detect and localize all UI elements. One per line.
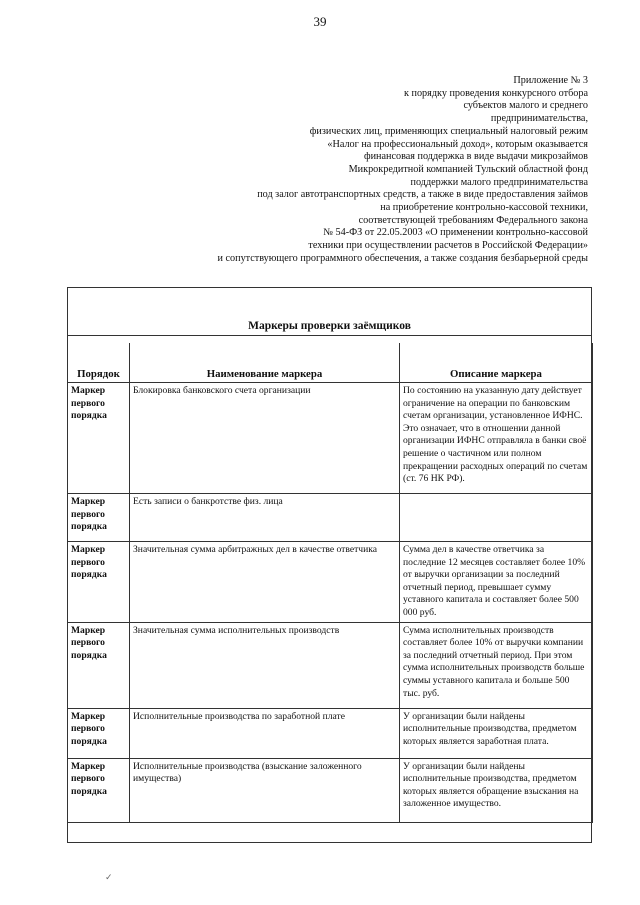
appendix-line: и сопутствующего программного обеспечения, а также создания безбарьерной среды xyxy=(217,252,588,264)
appendix-line: предпринимательства, xyxy=(490,113,588,125)
marker-order: Маркер первого порядка xyxy=(68,494,130,542)
marker-name: Значительная сумма исполнительных производств xyxy=(130,622,400,708)
appendix-line: поддержки малого предпринимательства xyxy=(410,176,588,188)
marker-order: Маркер первого порядка xyxy=(68,383,130,494)
appendix-line: под залог автотранспортных средств, а также в виде предоставления займов xyxy=(257,189,588,201)
markers-table xyxy=(67,343,593,823)
header-name: Наименование маркера xyxy=(130,343,400,383)
marker-description xyxy=(400,494,593,542)
appendix-line: № 54-ФЗ от 22.05.2003 «О применении контрольно-кассовой xyxy=(323,227,588,239)
marker-name: Значительная сумма арбитражных дел в качестве ответчика xyxy=(130,542,400,623)
table-row xyxy=(68,494,593,542)
marker-description: Сумма дел в качестве ответчика за последние 12 месяцев составляет более 10% от выручки организации за последний отчетный период, превышает сумму уставного капитала и составляет более 500 000 руб. xyxy=(400,542,593,623)
appendix-line: «Налог на профессиональный доход», которым оказывается xyxy=(327,138,588,150)
table-row xyxy=(68,383,593,494)
table-row xyxy=(68,622,593,708)
marker-order: Маркер первого порядка xyxy=(68,542,130,623)
table-header-row xyxy=(68,343,593,383)
appendix-line: Микрокредитной компанией Тульский областной фонд xyxy=(348,163,588,175)
table-row xyxy=(68,758,593,822)
marker-description: У организации были найдены исполнительные производства, предметом которых является заработная плата. xyxy=(400,708,593,758)
page-number: 39 xyxy=(313,14,327,29)
table-row xyxy=(68,708,593,758)
appendix-header xyxy=(118,75,588,266)
appendix-line: соответствующей требованиям Федерального закона xyxy=(358,214,588,226)
marker-order: Маркер первого порядка xyxy=(68,622,130,708)
table-title: Маркеры проверки заёмщиков xyxy=(248,320,411,332)
marker-name: Блокировка банковского счета организации xyxy=(130,383,400,494)
marker-description: По состоянию на указанную дату действует ограничение на операции по банковским счетам организации, установленное ИФНС. Это означает, что в отношении данной организации ИФНС отправляла в банки своё решение о частичном или полном прекращении расходных операций по счетам (ст. 76 НК РФ). xyxy=(400,383,593,494)
marker-name: Есть записи о банкротстве физ. лица xyxy=(130,494,400,542)
header-description: Описание маркера xyxy=(400,343,593,383)
margin-check-mark: ✓ xyxy=(105,872,113,882)
header-order: Порядок xyxy=(68,343,130,383)
table-row xyxy=(68,542,593,623)
marker-order: Маркер первого порядка xyxy=(68,708,130,758)
appendix-line: техники при осуществлении расчетов в Российской Федерации» xyxy=(308,240,588,252)
appendix-line: субъектов малого и среднего xyxy=(463,100,588,112)
marker-name: Исполнительные производства по заработной плате xyxy=(130,708,400,758)
marker-description: Сумма исполнительных производств составляет более 10% от выручки компании за последний отчетный период. При этом сумма исполнительных производств больше суммы уставного капитала и больше 500 тыс. руб. xyxy=(400,622,593,708)
appendix-line: Приложение № 3 xyxy=(513,75,588,86)
appendix-line: финансовая поддержка в виде выдачи микрозаймов xyxy=(364,151,588,163)
appendix-line: к порядку проведения конкурсного отбора xyxy=(404,87,588,99)
marker-order: Маркер первого порядка xyxy=(68,758,130,822)
title-divider xyxy=(67,335,592,336)
marker-name: Исполнительные производства (взыскание заложенного имущества) xyxy=(130,758,400,822)
appendix-line: физических лиц, применяющих специальный налоговый режим xyxy=(309,125,588,137)
appendix-line: на приобретение контрольно-кассовой техники, xyxy=(380,202,588,214)
marker-description: У организации были найдены исполнительные производства, предметом которых является обращение взыскания на заложенное имущество. xyxy=(400,758,593,822)
